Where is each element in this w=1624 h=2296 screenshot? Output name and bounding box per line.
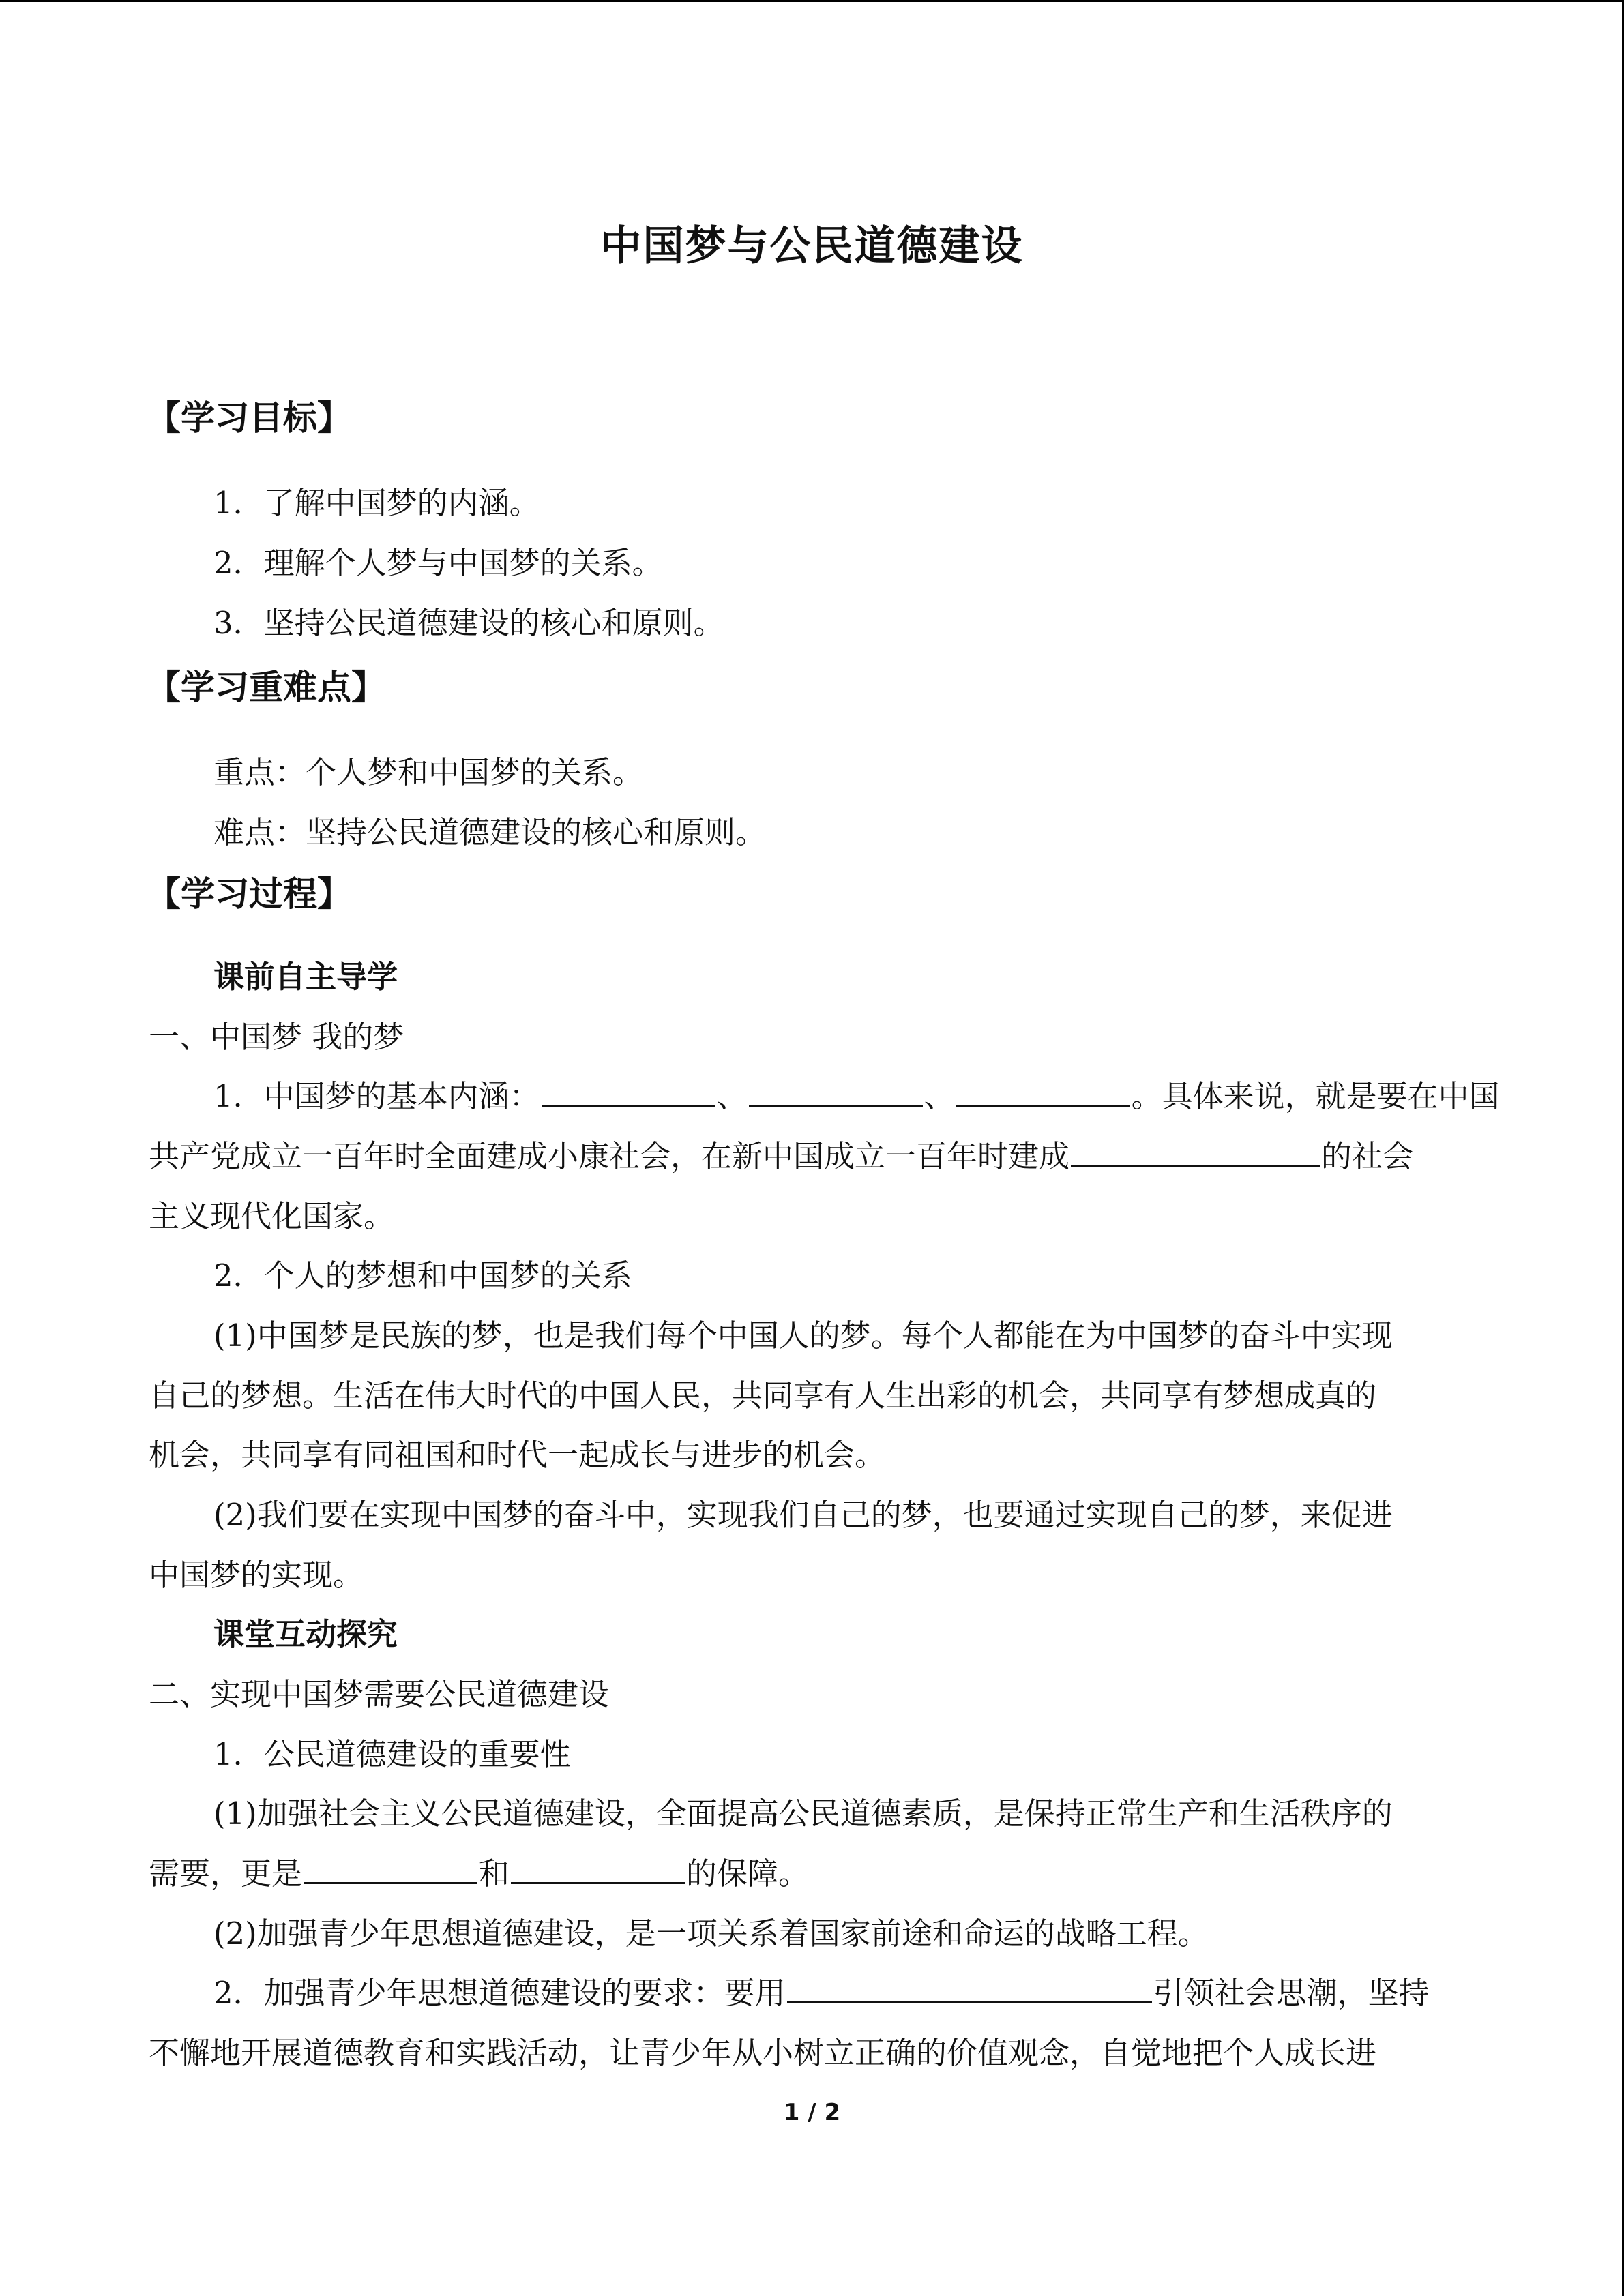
paragraph-1-line-2: 自己的梦想。生活在伟大时代的中国人民，共同享有人生出彩的机会，共同享有梦想成真的 xyxy=(149,1377,1377,1414)
separator: 、 xyxy=(716,1078,748,1114)
paragraph-2-line-1: (2)我们要在实现中国梦的奋斗中，实现我们自己的梦，也要通过实现自己的梦，来促进 xyxy=(213,1497,1393,1533)
paragraph-2-line-2: 中国梦的实现。 xyxy=(149,1557,364,1593)
question-4-line-1 xyxy=(213,1968,1430,2012)
question-1-line-1 xyxy=(213,1071,1500,1116)
fill-blank[interactable] xyxy=(511,1851,685,1884)
paragraph-3-line2-suffix: 的保障。 xyxy=(686,1855,810,1892)
separator: 、 xyxy=(924,1078,955,1114)
question-3-title: 1．公民道德建设的重要性 xyxy=(213,1736,571,1772)
fill-blank[interactable] xyxy=(787,1971,1152,2003)
paragraph-3-line2-mid: 和 xyxy=(479,1855,510,1892)
section-heading-key-points: 【学习重难点】 xyxy=(147,668,385,707)
paragraph-3-line2-prefix: 需要，更是 xyxy=(149,1855,303,1892)
question-1-prefix: 1．中国梦的基本内涵： xyxy=(213,1078,540,1114)
fill-blank[interactable] xyxy=(749,1074,923,1107)
section-heading-goals: 【学习目标】 xyxy=(147,398,351,438)
question-1-line2-suffix: 的社会 xyxy=(1321,1138,1414,1174)
goal-item-3: 3．坚持公民道德建设的核心和原则。 xyxy=(213,605,724,641)
question-4-suffix: 引领社会思潮，坚持 xyxy=(1153,1975,1430,2011)
question-1-line2-prefix: 共产党成立一百年时全面建成小康社会，在新中国成立一百年时建成 xyxy=(149,1138,1070,1174)
document-title: 中国梦与公民道德建设 xyxy=(600,222,1024,270)
question-1-line-3: 主义现代化国家。 xyxy=(149,1198,395,1234)
page-number: 1 / 2 xyxy=(783,2099,841,2126)
goal-item-2: 2．理解个人梦与中国梦的关系。 xyxy=(213,545,663,581)
section-heading-process: 【学习过程】 xyxy=(147,874,351,914)
question-4-line-2: 不懈地开展道德教育和实践活动，让青少年从小树立正确的价值观念，自觉地把个人成长进 xyxy=(149,2035,1377,2071)
goal-item-1: 1．了解中国梦的内涵。 xyxy=(213,485,540,521)
key-point-difficulty: 难点：坚持公民道德建设的核心和原则。 xyxy=(213,814,767,850)
subheading-class-explore: 课堂互动探究 xyxy=(213,1616,398,1652)
question-2-title: 2．个人的梦想和中国梦的关系 xyxy=(213,1257,632,1294)
paragraph-3-line-1: (1)加强社会主义公民道德建设，全面提高公民道德素质，是保持正常生产和生活秩序的 xyxy=(213,1795,1393,1832)
fill-blank[interactable] xyxy=(542,1074,715,1107)
subheading-pre-study: 课前自主导学 xyxy=(213,959,398,995)
paragraph-3-line-2 xyxy=(149,1849,809,1893)
part1-title: 一、中国梦 我的梦 xyxy=(149,1019,404,1055)
fill-blank[interactable] xyxy=(956,1074,1130,1107)
question-1-line-2 xyxy=(149,1131,1413,1176)
fill-blank[interactable] xyxy=(1071,1134,1320,1167)
question-1-suffix: 。具体来说，就是要在中国 xyxy=(1131,1078,1500,1114)
question-4-prefix: 2．加强青少年思想道德建设的要求：要用 xyxy=(213,1975,786,2011)
part2-title: 二、实现中国梦需要公民道德建设 xyxy=(149,1676,610,1712)
paragraph-1-line-3: 机会，共同享有同祖国和时代一起成长与进步的机会。 xyxy=(149,1437,886,1473)
fill-blank[interactable] xyxy=(304,1851,477,1884)
paragraph-4-line-1: (2)加强青少年思想道德建设，是一项关系着国家前途和命运的战略工程。 xyxy=(213,1915,1209,1952)
paragraph-1-line-1: (1)中国梦是民族的梦，也是我们每个中国人的梦。每个人都能在为中国梦的奋斗中实现 xyxy=(213,1317,1393,1354)
key-point-focus: 重点：个人梦和中国梦的关系。 xyxy=(213,754,644,790)
